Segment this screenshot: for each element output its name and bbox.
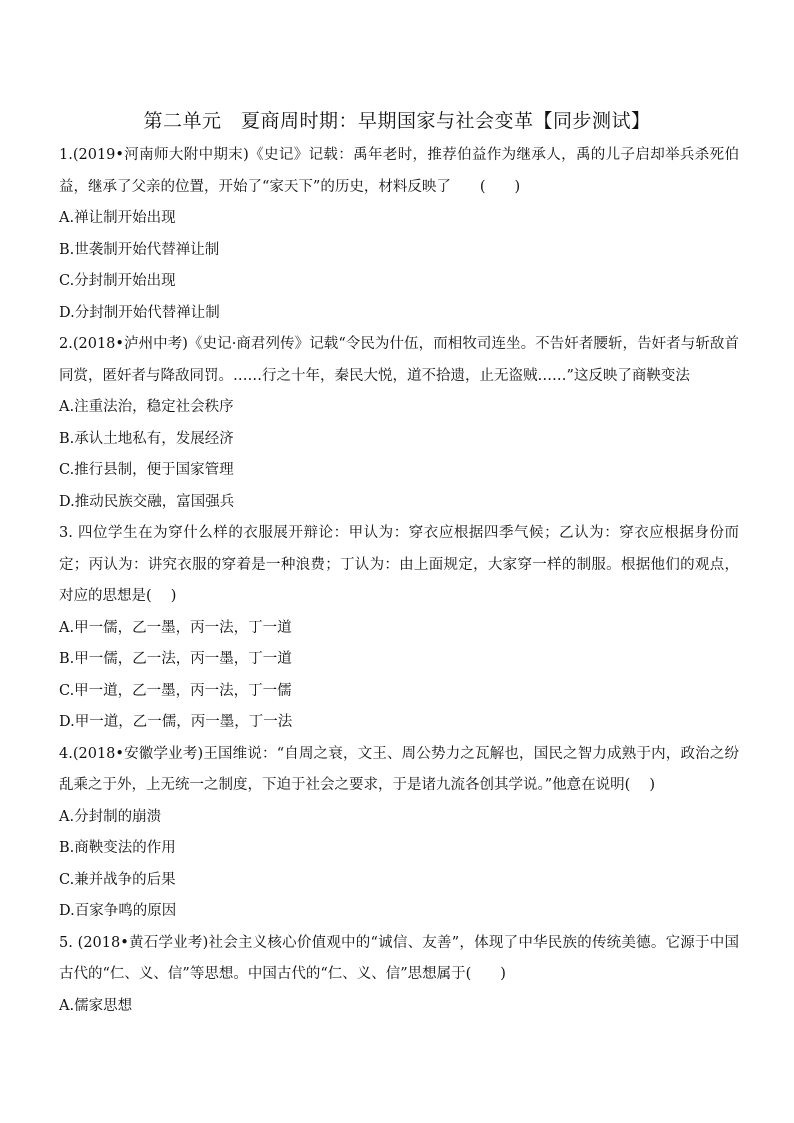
option-a: A.甲一儒，乙一墨，丙一法，丁一道 [59,619,292,636]
question-1 [59,140,739,329]
option-b: B.甲一儒，乙一法，丙一墨，丁一道 [59,651,292,667]
option-b: B.承认土地私有，发展经济 [59,430,234,447]
question-2 [59,329,739,518]
option-b: B.商鞅变法的作用 [59,840,176,856]
option-d: D.百家争鸣的原因 [59,903,177,919]
page-title: 第二单元 夏商周时期：早期国家与社会变革【同步测试】 [143,110,651,132]
option-c: C.分封制开始出现 [59,273,176,289]
option-a: A.注重法治，稳定社会秩序 [59,399,234,415]
option-b: B.世袭制开始代替禅让制 [59,241,220,258]
option-d: D.甲一道，乙一儒，丙一墨，丁一法 [59,714,293,730]
question-stem: 4.(2018•安徽学业考)王国维说：“自周之衰，文王、周公势力之瓦解也，国民之智力成熟于内，政治之纷乱乘之于外，上无统一之制度，下迫于社会之要求，于是诸九流各创其学说。”他意在说明( ) [59,745,739,793]
option-a: A.儒家思想 [59,997,133,1014]
question-list [59,140,739,1022]
option-a: A.分封制的崩溃 [59,808,162,825]
question-5 [59,928,739,1023]
option-c: C.甲一道，乙一墨，丙一法，丁一儒 [59,682,292,699]
option-c: C.兼并战争的后果 [59,871,176,888]
question-stem: 3. 四位学生在为穿什么样的衣服展开辩论：甲认为：穿衣应根据四季气候；乙认为：穿衣应根据身份而定；丙认为：讲究衣服的穿着是一种浪费；丁认为：由上面规定，大家穿一样的制服。根据他们的观点，对应的思想是( ) [59,525,739,604]
option-d: D.分封制开始代替禅让制 [59,304,220,321]
option-d: D.推动民族交融，富国强兵 [59,493,235,510]
question-3 [59,518,739,739]
question-stem: 1.(2019•河南师大附中期末)《史记》记载：禹年老时，推荐伯益作为继承人，禹的儿子启却举兵杀死伯益，继承了父亲的位置，开始了“家天下”的历史，材料反映了 ( ) [59,147,739,195]
question-stem: 5. (2018•黄石学业考)社会主义核心价值观中的“诚信、友善”，体现了中华民族的传统美德。它源于中国古代的“仁、义、信”等思想。中国古代的“仁、义、信”思想属于( ) [59,934,739,982]
question-4 [59,739,739,928]
question-stem: 2.(2018•泸州中考)《史记·商君列传》记载“令民为什伍，而相牧司连坐。不告奸者腰斩，告奸者与斩敌首同赏，匿奸者与降敌同罚。……行之十年，秦民大悦，道不拾遗，止无盗贼……”这反映了商鞅变法 [59,336,739,384]
option-c: C.推行县制，便于国家管理 [59,462,234,478]
option-a: A.禅让制开始出现 [59,210,176,226]
